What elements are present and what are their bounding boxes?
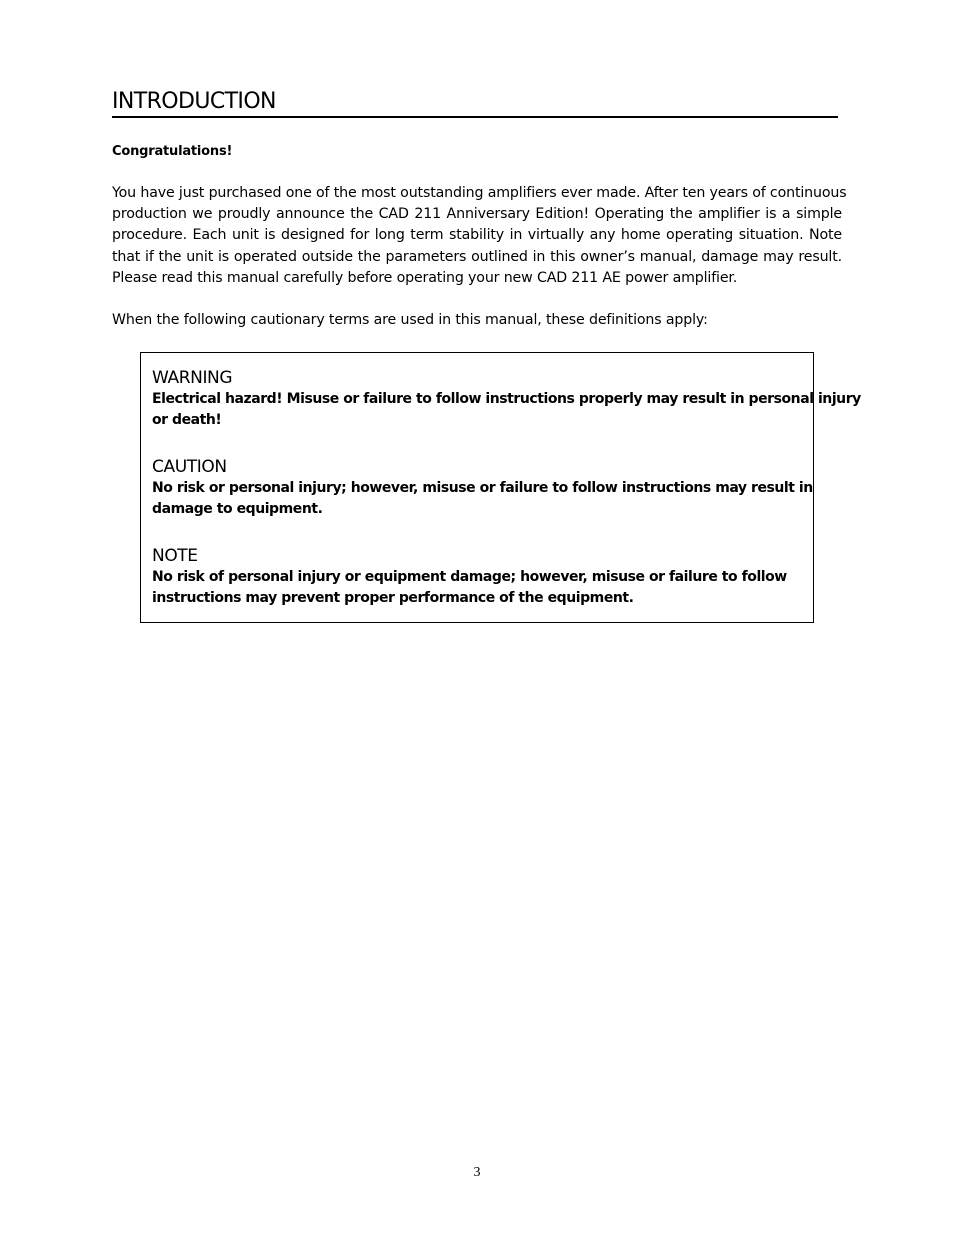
definitions-intro-text: When the following cautionary terms are used in this manual, these definitions apply: — [112, 312, 708, 328]
intro-line: You have just purchased one of the most outstanding amplifiers ever made. After ten years of continuous — [112, 185, 847, 201]
cautionary-terms-box — [140, 352, 861, 623]
warning-description — [152, 389, 861, 431]
caution-description — [152, 478, 813, 520]
note-description — [152, 567, 802, 609]
note-description-line: No risk of personal injury or equipment damage; however, misuse or failure to follow — [152, 569, 787, 585]
section-heading-text: INTRODUCTION — [112, 89, 276, 114]
warning-description-line: or death! — [152, 412, 222, 429]
section-heading — [112, 88, 838, 118]
caution-description-line: No risk or personal injury; however, misuse or failure to follow instructions may result in — [152, 480, 813, 496]
intro-paragraph — [112, 183, 847, 289]
intro-line: that if the unit is operated outside the parameters outlined in this owner’s manual, damage may result. — [112, 248, 842, 265]
intro-line: production we proudly announce the CAD 211 Anniversary Edition! Operating the amplifier is a simple — [112, 206, 842, 223]
warning-title: WARNING — [152, 368, 233, 388]
note-description-line: instructions may prevent proper performance of the equipment. — [152, 590, 634, 607]
page-number: 3 — [473, 1165, 481, 1180]
note-title: NOTE — [152, 546, 198, 566]
caution-definition — [152, 456, 813, 520]
intro-line: Please read this manual carefully before operating your new CAD 211 AE power amplifier. — [112, 269, 738, 286]
congratulations-subheading: Congratulations! — [112, 144, 233, 159]
caution-description-line: damage to equipment. — [152, 501, 323, 518]
intro-line: procedure. Each unit is designed for long term stability in virtually any home operating situation. Note — [112, 227, 842, 244]
note-definition — [152, 545, 802, 609]
warning-description-line: Electrical hazard! Misuse or failure to follow instructions properly may result in personal injury — [152, 391, 861, 407]
caution-title: CAUTION — [152, 457, 227, 477]
warning-definition — [152, 367, 861, 431]
